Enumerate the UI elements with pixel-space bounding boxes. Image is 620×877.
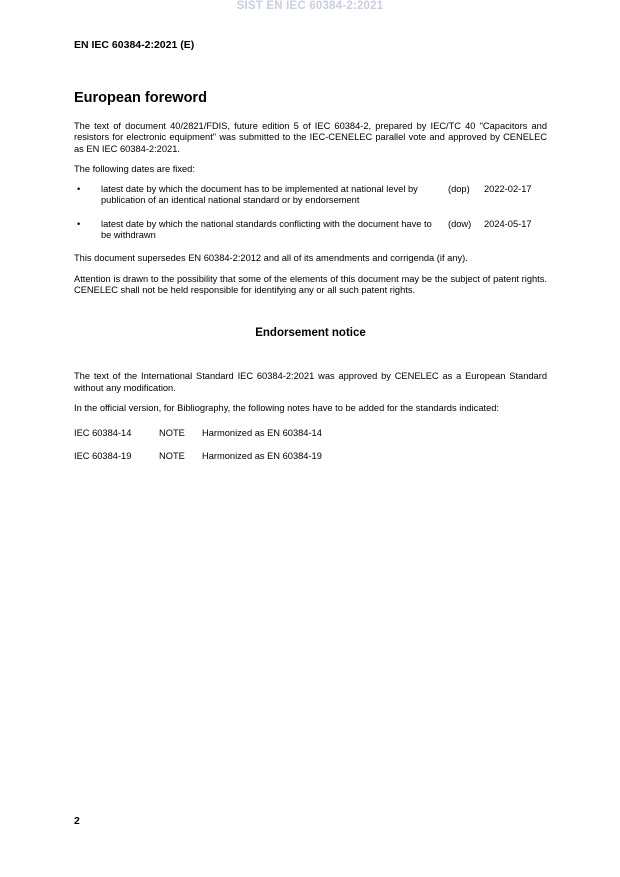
- note-standard: IEC 60384-19: [74, 451, 132, 462]
- dates-list: [74, 184, 547, 241]
- note-label: NOTE: [159, 428, 185, 439]
- date-value: 2022-02-17: [484, 184, 532, 195]
- list-item: [74, 219, 547, 242]
- foreword-intro: The text of document 40/2821/FDIS, future edition 5 of IEC 60384-2, prepared by IEC/TC 40 "Capacitors and resistors for electronic equipment" was submitted to the IEC-CENELEC parallel vote and approved by CENELEC as EN IEC 60384-2:2021.: [74, 121, 547, 154]
- attention-text: Attention is drawn to the possibility that some of the elements of this document may be the subject of patent rights. CENELEC shall not be held responsible for identifying any or all such patent rights.: [74, 273, 547, 295]
- note-standard: IEC 60384-14: [74, 428, 132, 439]
- page-number: 2: [74, 815, 80, 827]
- endorsement-title: Endorsement notice: [255, 327, 366, 340]
- document-header-id: EN IEC 60384-2:2021 (E): [74, 39, 195, 51]
- notes-list: [74, 428, 547, 463]
- note-text: Harmonized as EN 60384-19: [202, 451, 322, 462]
- bullet-icon: •: [77, 218, 81, 229]
- date-description: latest date by which the document has to be implemented at national level by publication of an identical national standard or by endorsement: [101, 184, 418, 206]
- note-text: Harmonized as EN 60384-14: [202, 428, 322, 439]
- date-description: latest date by which the national standards conflicting with the document have to be withdrawn: [101, 218, 432, 241]
- watermark: SIST EN IEC 60384-2:2021: [236, 0, 384, 12]
- bibliography-intro: In the official version, for Bibliography, the following notes have to be added for the standards indicated:: [74, 402, 499, 413]
- endorsement-text: The text of the International Standard IEC 60384-2:2021 was approved by CENELEC as a European Standard without any modification.: [74, 371, 547, 393]
- supersedes-text: This document supersedes EN 60384-2:2012 and all of its amendments and corrigenda (if any).: [74, 253, 468, 264]
- date-code: (dow): [448, 218, 472, 229]
- list-item: [74, 451, 547, 462]
- page-content: [74, 90, 547, 475]
- list-item: [74, 428, 547, 439]
- bullet-icon: •: [77, 184, 81, 195]
- list-item: [74, 184, 547, 207]
- foreword-title: European foreword: [74, 90, 207, 106]
- date-code: (dop): [448, 184, 470, 195]
- dates-intro: The following dates are fixed:: [74, 163, 195, 174]
- date-value: 2024-05-17: [484, 218, 532, 229]
- note-label: NOTE: [159, 451, 185, 462]
